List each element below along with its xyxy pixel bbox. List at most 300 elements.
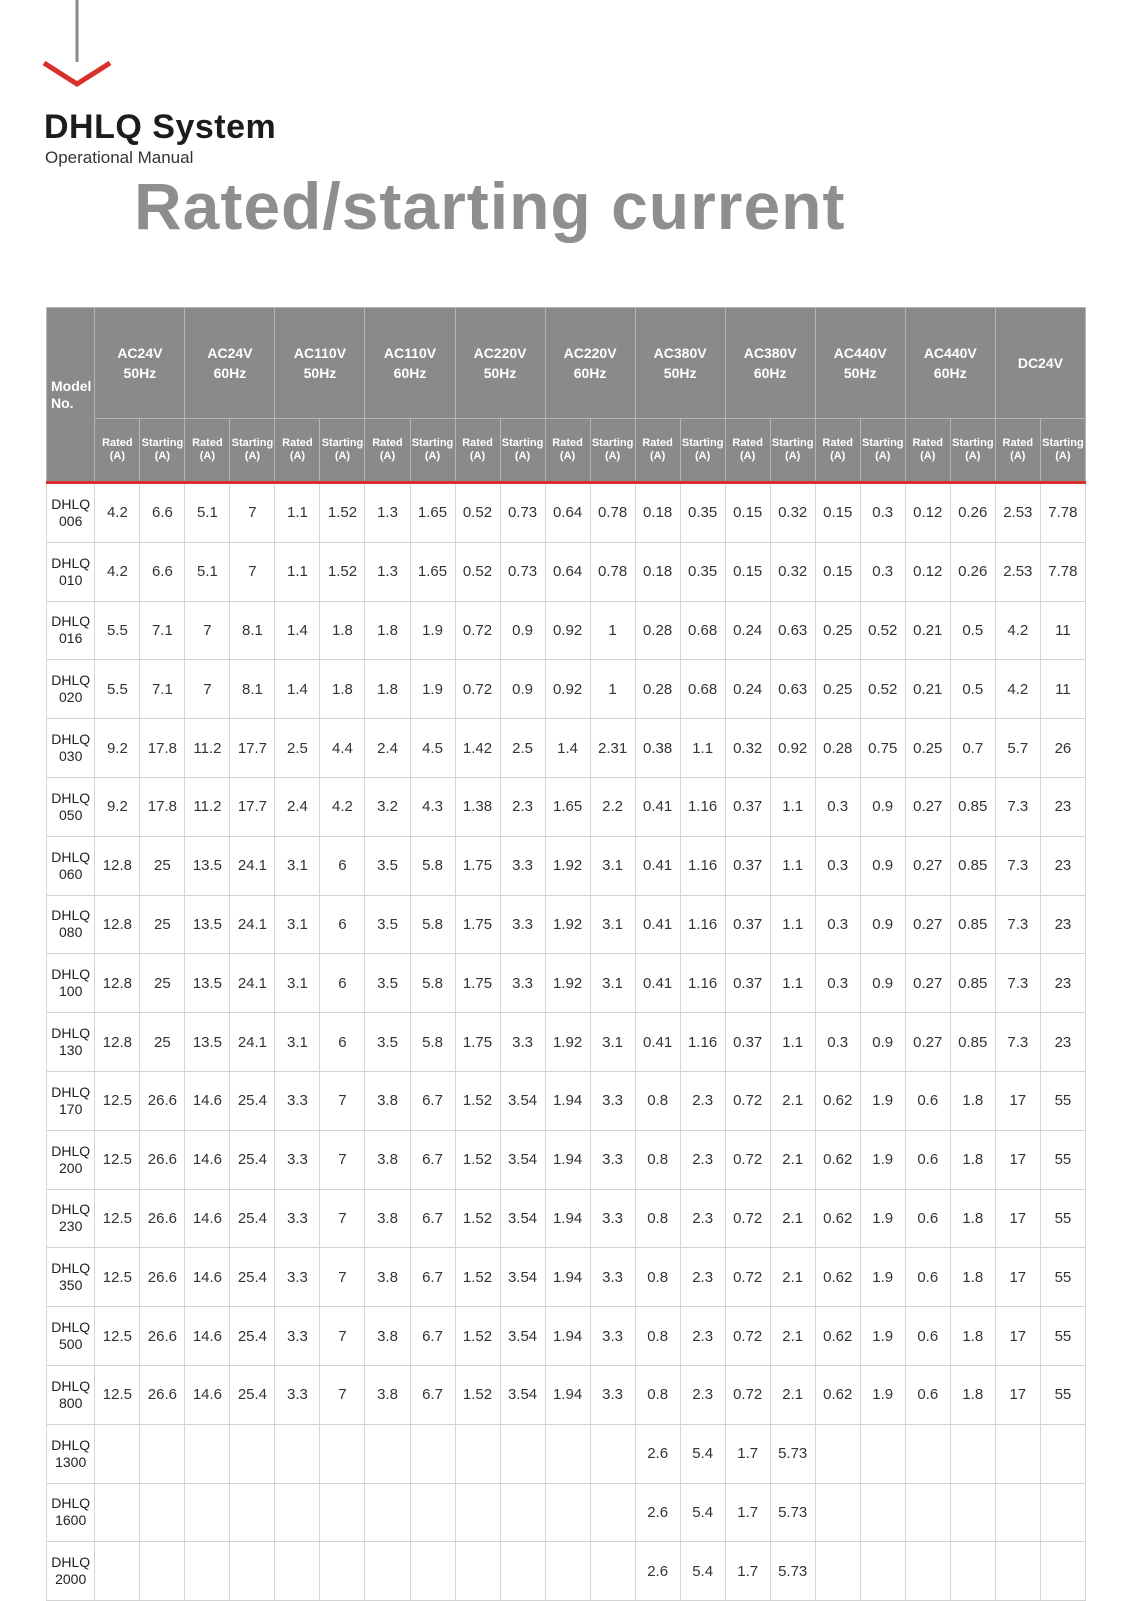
table-row <box>47 836 1086 895</box>
sub-header-label: Starting <box>681 437 724 449</box>
rated-value-cell: 1.75 <box>455 1013 500 1072</box>
sub-header-unit: (A) <box>379 450 396 462</box>
starting-value-cell: 2.3 <box>680 1071 725 1130</box>
starting-value-cell <box>410 1542 455 1601</box>
starting-value-cell: 3.54 <box>500 1130 545 1189</box>
sub-header-label: Rated <box>822 437 853 449</box>
rated-value-cell <box>455 1424 500 1483</box>
model-number: 010 <box>59 571 83 588</box>
starting-header <box>500 419 545 483</box>
starting-value-cell <box>320 1483 365 1542</box>
starting-value-cell: 2.3 <box>680 1307 725 1366</box>
model-cell <box>47 601 95 660</box>
rated-header <box>365 419 410 483</box>
starting-header <box>320 419 365 483</box>
rated-value-cell: 0.6 <box>905 1189 950 1248</box>
starting-value-cell: 0.52 <box>860 601 905 660</box>
rated-value-cell: 0.62 <box>815 1365 860 1424</box>
rated-value-cell: 3.8 <box>365 1071 410 1130</box>
model-number: 050 <box>59 806 83 823</box>
voltage-group-header <box>815 308 905 419</box>
sub-header-label: Starting <box>771 437 814 449</box>
frequency-label: 50Hz <box>123 365 157 381</box>
starting-value-cell: 2.1 <box>770 1130 815 1189</box>
rated-value-cell: 11.2 <box>185 777 230 836</box>
starting-value-cell: 1.9 <box>860 1248 905 1307</box>
starting-value-cell <box>140 1424 185 1483</box>
starting-value-cell: 1.8 <box>950 1071 995 1130</box>
starting-value-cell: 0.63 <box>770 660 815 719</box>
sub-header-label: Starting <box>411 437 454 449</box>
starting-value-cell: 4.2 <box>320 777 365 836</box>
sub-header-unit: (A) <box>559 450 576 462</box>
rated-value-cell <box>185 1542 230 1601</box>
rated-header <box>185 419 230 483</box>
sub-header-label: Rated <box>192 437 223 449</box>
model-number: 2000 <box>55 1571 87 1588</box>
rated-value-cell: 0.38 <box>635 719 680 778</box>
rated-value-cell: 1.8 <box>365 601 410 660</box>
starting-value-cell: 3.3 <box>590 1071 635 1130</box>
rated-header <box>545 419 590 483</box>
rated-value-cell: 1.38 <box>455 777 500 836</box>
brand-title: DHLQ System <box>44 108 277 146</box>
rated-value-cell: 5.1 <box>185 483 230 543</box>
rated-value-cell: 7.3 <box>995 954 1040 1013</box>
starting-value-cell: 25.4 <box>230 1365 275 1424</box>
rated-value-cell: 1.94 <box>545 1307 590 1366</box>
rated-value-cell: 3.3 <box>275 1189 320 1248</box>
starting-value-cell: 0.32 <box>770 483 815 543</box>
rated-value-cell: 1.7 <box>725 1424 770 1483</box>
sub-header-label: Starting <box>231 437 274 449</box>
starting-value-cell: 3.3 <box>590 1307 635 1366</box>
rated-value-cell <box>815 1483 860 1542</box>
rated-value-cell: 0.72 <box>725 1071 770 1130</box>
model-number: 016 <box>59 630 83 647</box>
model-cell <box>47 1248 95 1307</box>
rated-value-cell: 0.52 <box>455 483 500 543</box>
rated-value-cell <box>275 1483 320 1542</box>
rated-value-cell: 0.72 <box>725 1307 770 1366</box>
starting-value-cell: 3.3 <box>590 1248 635 1307</box>
rated-value-cell: 5.7 <box>995 719 1040 778</box>
starting-value-cell: 25.4 <box>230 1307 275 1366</box>
rated-value-cell: 13.5 <box>185 895 230 954</box>
starting-value-cell: 7 <box>320 1307 365 1366</box>
sub-header-unit: (A) <box>830 450 846 462</box>
rated-value-cell: 0.27 <box>905 1013 950 1072</box>
table-row <box>47 1130 1086 1189</box>
rated-value-cell: 0.12 <box>905 542 950 601</box>
rated-value-cell: 13.5 <box>185 1013 230 1072</box>
starting-value-cell: 1 <box>590 660 635 719</box>
starting-value-cell: 1.9 <box>860 1071 905 1130</box>
starting-value-cell: 26.6 <box>140 1189 185 1248</box>
starting-value-cell: 0.73 <box>500 542 545 601</box>
starting-value-cell: 1.1 <box>770 1013 815 1072</box>
table-row <box>47 1365 1086 1424</box>
model-cell <box>47 777 95 836</box>
rated-value-cell: 0.25 <box>905 719 950 778</box>
starting-value-cell: 1.52 <box>320 542 365 601</box>
model-prefix: DHLQ <box>51 966 91 983</box>
rated-value-cell: 1.75 <box>455 895 500 954</box>
voltage-group-header <box>905 308 995 419</box>
rated-value-cell <box>815 1542 860 1601</box>
rated-value-cell <box>995 1424 1040 1483</box>
sub-header-label: Starting <box>501 437 544 449</box>
model-cell <box>47 483 95 543</box>
starting-value-cell: 26 <box>1040 719 1085 778</box>
model-number: 1300 <box>55 1453 87 1470</box>
starting-value-cell: 24.1 <box>230 895 275 954</box>
rated-value-cell <box>275 1424 320 1483</box>
sub-header-unit: (A) <box>469 450 486 462</box>
starting-value-cell <box>860 1483 905 1542</box>
starting-value-cell <box>950 1542 995 1601</box>
rated-value-cell: 0.6 <box>905 1071 950 1130</box>
rated-header <box>455 419 500 483</box>
starting-value-cell: 2.3 <box>680 1365 725 1424</box>
starting-value-cell: 5.8 <box>410 1013 455 1072</box>
model-number: 1600 <box>55 1512 87 1529</box>
table-row <box>47 1071 1086 1130</box>
starting-value-cell: 7.1 <box>140 660 185 719</box>
model-number: 130 <box>59 1042 83 1059</box>
rated-value-cell: 0.27 <box>905 777 950 836</box>
starting-value-cell: 3.3 <box>590 1365 635 1424</box>
starting-value-cell: 1.1 <box>770 777 815 836</box>
starting-value-cell: 23 <box>1040 954 1085 1013</box>
model-prefix: DHLQ <box>51 848 91 865</box>
rated-value-cell: 1.94 <box>545 1248 590 1307</box>
rated-value-cell: 14.6 <box>185 1189 230 1248</box>
rated-header <box>275 419 320 483</box>
starting-value-cell: 0.9 <box>860 836 905 895</box>
rated-value-cell: 3.5 <box>365 954 410 1013</box>
starting-value-cell: 3.1 <box>590 1013 635 1072</box>
rated-value-cell: 0.72 <box>455 601 500 660</box>
rated-value-cell: 7 <box>185 601 230 660</box>
starting-header <box>1040 419 1085 483</box>
model-prefix: DHLQ <box>51 1083 91 1100</box>
rated-value-cell <box>365 1542 410 1601</box>
starting-value-cell: 3.54 <box>500 1071 545 1130</box>
rated-value-cell: 0.41 <box>635 1013 680 1072</box>
frequency-label: 50Hz <box>483 365 517 381</box>
starting-value-cell: 5.8 <box>410 895 455 954</box>
rated-value-cell: 0.72 <box>725 1189 770 1248</box>
starting-value-cell: 3.54 <box>500 1365 545 1424</box>
rated-value-cell: 4.2 <box>995 601 1040 660</box>
sub-header-unit: (A) <box>740 450 756 462</box>
starting-header <box>140 419 185 483</box>
starting-value-cell: 17.7 <box>230 719 275 778</box>
starting-value-cell: 1.1 <box>770 954 815 1013</box>
voltage-label: AC380V <box>653 345 707 361</box>
rated-value-cell: 0.6 <box>905 1365 950 1424</box>
model-cell <box>47 719 95 778</box>
sub-header-unit: (A) <box>244 450 261 462</box>
rated-value-cell: 1.52 <box>455 1248 500 1307</box>
starting-value-cell: 0.9 <box>860 1013 905 1072</box>
rated-value-cell <box>185 1424 230 1483</box>
voltage-group-header <box>635 308 725 419</box>
frequency-label: 60Hz <box>933 365 967 381</box>
rated-value-cell: 0.37 <box>725 836 770 895</box>
starting-value-cell: 1.8 <box>320 601 365 660</box>
starting-value-cell: 1.52 <box>320 483 365 543</box>
table-row <box>47 1248 1086 1307</box>
rated-header <box>815 419 860 483</box>
sub-header-label: Starting <box>321 437 364 449</box>
model-cell <box>47 1307 95 1366</box>
rated-value-cell: 3.3 <box>275 1248 320 1307</box>
starting-value-cell: 3.3 <box>590 1130 635 1189</box>
starting-value-cell: 6 <box>320 836 365 895</box>
rated-value-cell: 3.3 <box>275 1365 320 1424</box>
sub-header-unit: (A) <box>785 450 801 462</box>
rated-value-cell: 0.24 <box>725 660 770 719</box>
sub-header-label: Starting <box>1042 437 1084 449</box>
sub-header-label: Rated <box>372 437 403 449</box>
rated-value-cell: 0.28 <box>635 660 680 719</box>
rated-value-cell: 17 <box>995 1248 1040 1307</box>
starting-value-cell: 6.7 <box>410 1071 455 1130</box>
starting-value-cell: 7 <box>320 1248 365 1307</box>
voltage-group-header <box>455 308 545 419</box>
starting-value-cell: 1.16 <box>680 777 725 836</box>
starting-value-cell <box>1040 1542 1085 1601</box>
starting-value-cell: 5.73 <box>770 1483 815 1542</box>
sub-header-label: Rated <box>462 437 493 449</box>
rated-value-cell <box>905 1424 950 1483</box>
starting-value-cell: 2.1 <box>770 1365 815 1424</box>
rated-value-cell: 14.6 <box>185 1130 230 1189</box>
starting-value-cell: 2.2 <box>590 777 635 836</box>
starting-value-cell <box>320 1424 365 1483</box>
starting-value-cell: 2.3 <box>680 1248 725 1307</box>
rated-value-cell <box>365 1424 410 1483</box>
starting-value-cell: 3.3 <box>500 836 545 895</box>
rated-value-cell: 3.1 <box>275 895 320 954</box>
starting-value-cell: 5.4 <box>680 1424 725 1483</box>
starting-header <box>770 419 815 483</box>
model-prefix: DHLQ <box>51 1025 91 1042</box>
rated-value-cell: 0.72 <box>725 1248 770 1307</box>
starting-value-cell: 0.78 <box>590 483 635 543</box>
model-cell <box>47 836 95 895</box>
rated-value-cell: 17 <box>995 1189 1040 1248</box>
frequency-label: 60Hz <box>753 365 787 381</box>
starting-value-cell: 0.9 <box>500 660 545 719</box>
starting-value-cell: 1.8 <box>320 660 365 719</box>
starting-value-cell: 6.6 <box>140 483 185 543</box>
model-prefix: DHLQ <box>51 554 91 571</box>
rated-value-cell: 3.5 <box>365 1013 410 1072</box>
rated-value-cell <box>275 1542 320 1601</box>
sub-header-unit: (A) <box>154 450 171 462</box>
rated-value-cell: 0.25 <box>815 601 860 660</box>
starting-value-cell: 4.5 <box>410 719 455 778</box>
rated-value-cell: 0.27 <box>905 895 950 954</box>
starting-value-cell: 0.5 <box>950 660 995 719</box>
starting-value-cell: 4.4 <box>320 719 365 778</box>
starting-value-cell <box>590 1483 635 1542</box>
rated-value-cell: 1.94 <box>545 1130 590 1189</box>
starting-value-cell: 26.6 <box>140 1130 185 1189</box>
rated-value-cell: 14.6 <box>185 1248 230 1307</box>
starting-value-cell: 26.6 <box>140 1307 185 1366</box>
model-prefix: DHLQ <box>51 1260 91 1277</box>
rated-value-cell: 12.5 <box>95 1307 140 1366</box>
rated-value-cell: 2.5 <box>275 719 320 778</box>
sub-header-unit: (A) <box>965 450 981 462</box>
starting-value-cell: 3.1 <box>590 836 635 895</box>
rated-value-cell: 0.15 <box>725 483 770 543</box>
starting-value-cell: 1.1 <box>680 719 725 778</box>
rated-value-cell: 3.8 <box>365 1307 410 1366</box>
starting-value-cell: 1.16 <box>680 895 725 954</box>
starting-value-cell <box>950 1424 995 1483</box>
starting-value-cell: 55 <box>1040 1189 1085 1248</box>
starting-value-cell: 0.52 <box>860 660 905 719</box>
rated-value-cell: 3.5 <box>365 895 410 954</box>
rated-value-cell: 4.2 <box>95 483 140 543</box>
starting-value-cell: 25 <box>140 836 185 895</box>
table-row <box>47 1424 1086 1483</box>
starting-value-cell: 4.3 <box>410 777 455 836</box>
starting-value-cell: 55 <box>1040 1071 1085 1130</box>
starting-value-cell: 0.85 <box>950 1013 995 1072</box>
rated-value-cell: 0.12 <box>905 483 950 543</box>
sub-header-label: Rated <box>102 437 133 449</box>
starting-value-cell: 0.32 <box>770 542 815 601</box>
starting-value-cell <box>950 1483 995 1542</box>
rated-value-cell: 3.1 <box>275 836 320 895</box>
table-row <box>47 954 1086 1013</box>
table-row <box>47 1189 1086 1248</box>
starting-value-cell: 0.75 <box>860 719 905 778</box>
starting-value-cell <box>500 1542 545 1601</box>
starting-value-cell: 5.8 <box>410 836 455 895</box>
current-table-container <box>46 307 1086 1601</box>
starting-value-cell: 11 <box>1040 601 1085 660</box>
rated-value-cell: 0.37 <box>725 954 770 1013</box>
starting-value-cell: 0.9 <box>860 895 905 954</box>
starting-value-cell: 0.85 <box>950 954 995 1013</box>
rated-value-cell <box>995 1542 1040 1601</box>
starting-value-cell: 0.9 <box>500 601 545 660</box>
rated-value-cell: 3.1 <box>275 1013 320 1072</box>
starting-value-cell: 55 <box>1040 1130 1085 1189</box>
starting-header <box>410 419 455 483</box>
starting-value-cell <box>1040 1424 1085 1483</box>
sub-header-label: Rated <box>552 437 583 449</box>
voltage-label: AC440V <box>923 345 977 361</box>
sub-header-unit: (A) <box>1055 450 1071 462</box>
sub-header-label: Rated <box>732 437 763 449</box>
voltage-group-header <box>275 308 365 419</box>
starting-value-cell: 1.9 <box>860 1365 905 1424</box>
rated-value-cell: 12.8 <box>95 836 140 895</box>
model-cell <box>47 954 95 1013</box>
starting-value-cell: 7 <box>320 1189 365 1248</box>
starting-value-cell <box>140 1542 185 1601</box>
rated-header <box>635 419 680 483</box>
rated-value-cell: 2.4 <box>275 777 320 836</box>
starting-value-cell: 23 <box>1040 895 1085 954</box>
starting-value-cell: 8.1 <box>230 660 275 719</box>
model-number: 170 <box>59 1100 83 1117</box>
starting-value-cell: 8.1 <box>230 601 275 660</box>
frequency-label: 50Hz <box>663 365 697 381</box>
starting-value-cell: 26.6 <box>140 1248 185 1307</box>
voltage-label: AC110V <box>383 345 437 361</box>
rated-value-cell <box>455 1542 500 1601</box>
starting-value-cell: 0.78 <box>590 542 635 601</box>
rated-value-cell: 1.52 <box>455 1130 500 1189</box>
frequency-label: 50Hz <box>843 365 877 381</box>
table-row <box>47 719 1086 778</box>
rated-value-cell: 1.52 <box>455 1307 500 1366</box>
current-table <box>46 307 1086 1601</box>
voltage-group-header <box>365 308 455 419</box>
sub-header-label: Rated <box>912 437 944 449</box>
rated-value-cell: 12.5 <box>95 1130 140 1189</box>
model-cell <box>47 1483 95 1542</box>
starting-value-cell: 25 <box>140 895 185 954</box>
starting-value-cell: 3.3 <box>590 1189 635 1248</box>
rated-value-cell: 0.3 <box>815 895 860 954</box>
rated-value-cell: 1.4 <box>545 719 590 778</box>
model-cell <box>47 1013 95 1072</box>
rated-value-cell: 9.2 <box>95 719 140 778</box>
starting-value-cell: 7 <box>230 483 275 543</box>
starting-value-cell: 25.4 <box>230 1189 275 1248</box>
sub-header-unit: (A) <box>109 450 125 462</box>
starting-value-cell: 1.65 <box>410 542 455 601</box>
model-cell <box>47 895 95 954</box>
model-cell <box>47 1071 95 1130</box>
rated-value-cell: 4.2 <box>95 542 140 601</box>
rated-value-cell: 3.8 <box>365 1365 410 1424</box>
rated-value-cell: 1.75 <box>455 836 500 895</box>
starting-value-cell: 0.7 <box>950 719 995 778</box>
rated-value-cell: 0.21 <box>905 660 950 719</box>
rated-value-cell: 17 <box>995 1307 1040 1366</box>
rated-value-cell: 0.8 <box>635 1307 680 1366</box>
starting-value-cell <box>590 1542 635 1601</box>
rated-value-cell: 0.41 <box>635 777 680 836</box>
rated-value-cell: 7.3 <box>995 836 1040 895</box>
page-title: Rated/starting current <box>134 169 846 243</box>
rated-value-cell: 4.2 <box>995 660 1040 719</box>
brand-subtitle: Operational Manual <box>45 148 194 167</box>
starting-value-cell: 7.78 <box>1040 542 1085 601</box>
table-row <box>47 542 1086 601</box>
rated-value-cell <box>455 1483 500 1542</box>
frequency-label: 60Hz <box>573 365 607 381</box>
rated-value-cell: 0.37 <box>725 777 770 836</box>
sub-header-unit: (A) <box>199 450 216 462</box>
starting-value-cell <box>1040 1483 1085 1542</box>
model-cell <box>47 1365 95 1424</box>
frequency-label: 60Hz <box>213 365 247 381</box>
starting-value-cell: 3.54 <box>500 1189 545 1248</box>
rated-value-cell: 0.6 <box>905 1130 950 1189</box>
